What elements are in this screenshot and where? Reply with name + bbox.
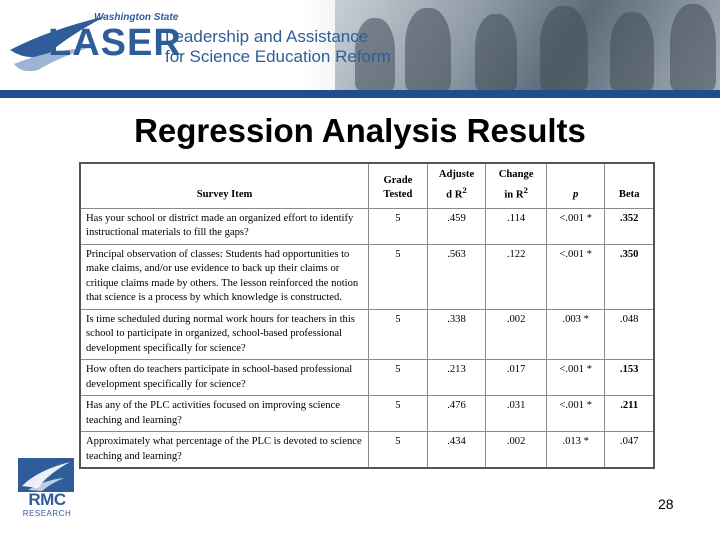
beta-cell: .047 [605, 432, 654, 469]
students-photo [335, 0, 720, 90]
grade-cell: 5 [369, 432, 428, 469]
table-row [80, 396, 654, 432]
adjusted-r2-cell: .459 [427, 208, 486, 244]
table-row [80, 309, 654, 360]
regression-table [79, 162, 655, 469]
change-r2-cell: .002 [486, 432, 547, 469]
beta-cell: .352 [605, 208, 654, 244]
logo-tagline-2: for Science Education Reform [165, 47, 391, 66]
rmc-swoosh-icon [18, 458, 74, 492]
survey-item-cell: How often do teachers participate in school-based professional development specifically for science? [80, 360, 369, 396]
p-cell: <.001 * [546, 208, 604, 244]
survey-item-cell: Has your school or district made an organized effort to identify instructional materials to fill the gaps? [80, 208, 369, 244]
change-r2-cell: .002 [486, 309, 547, 360]
rmc-sub: RESEARCH [22, 509, 72, 518]
page-number: 28 [658, 496, 674, 512]
table-row [80, 432, 654, 469]
beta-cell: .350 [605, 244, 654, 309]
header-adjusted-r2: Adjuste d $R^2$ [427, 163, 486, 208]
change-r2-cell: .114 [486, 208, 547, 244]
logo-laser-text: LASER [48, 22, 182, 64]
grade-cell: 5 [369, 244, 428, 309]
beta-cell: .048 [605, 309, 654, 360]
header-survey-item: Survey Item [80, 163, 369, 208]
change-r2-cell: .031 [486, 396, 547, 432]
table-row [80, 360, 654, 396]
rmc-logo-block [18, 458, 74, 492]
adjusted-r2-cell: .434 [427, 432, 486, 469]
adjusted-r2-cell: .563 [427, 244, 486, 309]
change-r2-cell: .017 [486, 360, 547, 396]
beta-cell: .211 [605, 396, 654, 432]
table-header-row [80, 163, 654, 208]
p-cell: <.001 * [546, 360, 604, 396]
grade-cell: 5 [369, 396, 428, 432]
header-p: p [546, 163, 604, 208]
rmc-name: RMC [28, 490, 66, 509]
logo-state-text: Washington State [94, 12, 179, 23]
survey-item-cell: Principal observation of classes: Students had opportunities to make claims, and/or use evidence to back up their claims or critique claims made by others. The lesson reinforced the notion that science is a process by which knowledge is constructed. [80, 244, 369, 309]
survey-item-cell: Has any of the PLC activities focused on improving science teaching and learning? [80, 396, 369, 432]
grade-cell: 5 [369, 208, 428, 244]
header-grade-tested: Grade Tested [369, 163, 428, 208]
p-cell: <.001 * [546, 244, 604, 309]
header-beta: Beta [605, 163, 654, 208]
p-cell: <.001 * [546, 396, 604, 432]
adjusted-r2-cell: .213 [427, 360, 486, 396]
header-banner [0, 0, 720, 92]
grade-cell: 5 [369, 360, 428, 396]
survey-item-cell: Is time scheduled during normal work hours for teachers in this school to participate in organized, school-based professional development specifically for science? [80, 309, 369, 360]
page-title: Regression Analysis Results [134, 112, 586, 149]
change-r2-cell: .122 [486, 244, 547, 309]
adjusted-r2-cell: .338 [427, 309, 486, 360]
survey-item-cell: Approximately what percentage of the PLC is devoted to science teaching and learning? [80, 432, 369, 469]
p-cell: .013 * [546, 432, 604, 469]
header-change-r2: Change in $R^2$ [486, 163, 547, 208]
beta-cell: .153 [605, 360, 654, 396]
adjusted-r2-cell: .476 [427, 396, 486, 432]
grade-cell: 5 [369, 309, 428, 360]
p-cell: .003 * [546, 309, 604, 360]
table-row [80, 244, 654, 309]
header-stripe [0, 90, 720, 98]
rmc-research-logo [18, 458, 76, 522]
table-row [80, 208, 654, 244]
logo-tagline-1: Leadership and Assistance [165, 27, 369, 46]
